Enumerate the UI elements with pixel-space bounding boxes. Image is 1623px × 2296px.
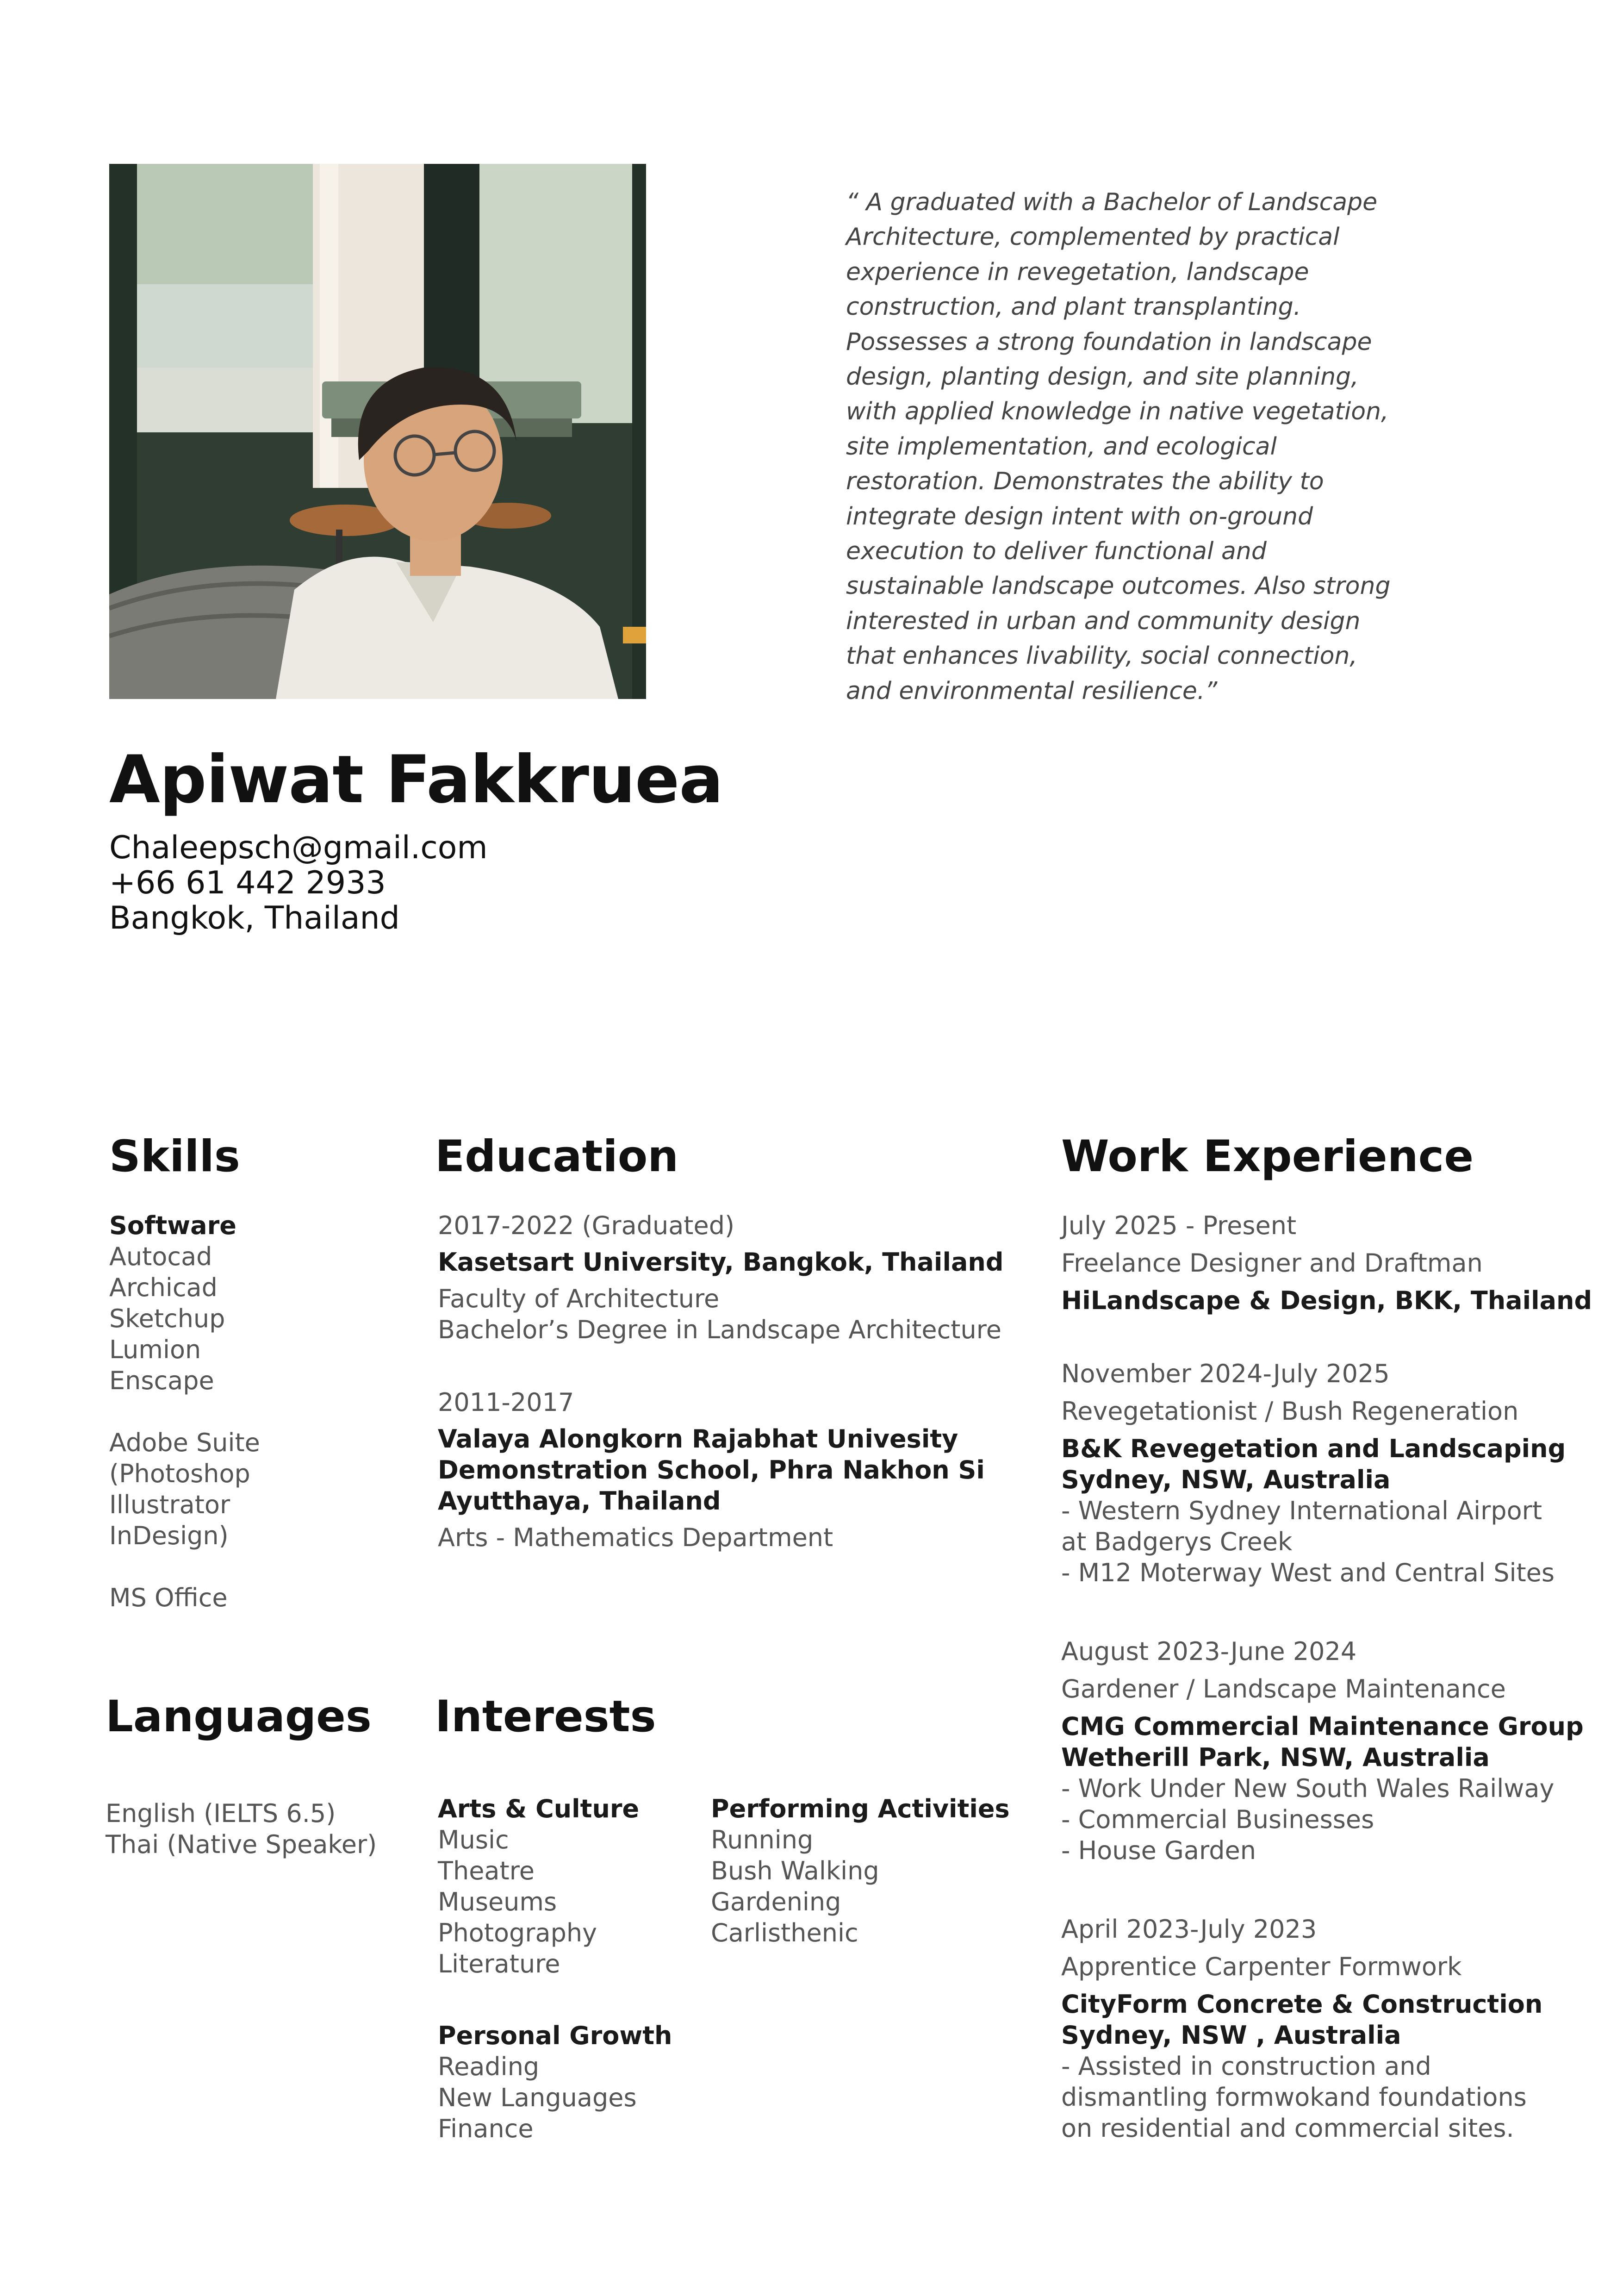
- interest-item: Bush Walking: [711, 1856, 879, 1885]
- skill-item: Lumion: [109, 1335, 201, 1364]
- interest-item: Running: [711, 1825, 814, 1854]
- portrait-photo-icon: [109, 164, 646, 699]
- education-heading: Education: [435, 1131, 679, 1182]
- education-detail: Bachelor’s Degree in Landscape Architecture: [438, 1315, 1001, 1344]
- work-heading: Work Experience: [1061, 1131, 1474, 1182]
- interest-item: Reading: [438, 2052, 540, 2081]
- languages-list: [106, 1798, 377, 1860]
- work-note: - Western Sydney International Airport: [1061, 1496, 1542, 1525]
- education-detail: Arts - Mathematics Department: [438, 1523, 833, 1552]
- skill-item: Adobe Suite: [109, 1428, 260, 1457]
- skill-item: Sketchup: [109, 1304, 225, 1333]
- profile-summary-quote: “ A graduated with a Bachelor of Landscape Architecture, complemented by practical experience in revegetation, landscape construction, and plant transplanting. Possesses a strong foundation in landscape design, planting design, and site planning, with applied knowledge in native vegetation, site implementation, and ecological restoration. Demonstrates the ability to integrate design intent with on-ground execution to deliver functional and sustainable landscape outcomes. Also strong interested in urban and community design that enhances livability, social connection, and environmental resilience.”: [846, 188, 1391, 705]
- work-role: Apprentice Carpenter Formwork: [1061, 1952, 1462, 1981]
- skills-heading: Skills: [109, 1131, 240, 1182]
- contact-info: [109, 830, 488, 936]
- interests-arts: [438, 1793, 672, 2144]
- software-heading: Software: [109, 1211, 236, 1240]
- interest-category: Personal Growth: [438, 2021, 672, 2050]
- skill-item: MS Office: [109, 1583, 228, 1612]
- education-years: 2017-2022 (Graduated): [438, 1211, 735, 1240]
- interest-item: Carlisthenic: [711, 1918, 858, 1947]
- work-note: - Commercial Businesses: [1061, 1805, 1374, 1834]
- work-dates: August 2023-June 2024: [1061, 1637, 1357, 1666]
- education-school: Ayutthaya, Thailand: [438, 1486, 721, 1516]
- work-entry: [1061, 1358, 1566, 1588]
- email-text: Chaleepsch@gmail.com: [109, 830, 488, 866]
- work-dates: July 2025 - Present: [1061, 1211, 1297, 1240]
- education-detail: Faculty of Architecture: [438, 1284, 720, 1313]
- work-dates: November 2024-July 2025: [1061, 1359, 1390, 1388]
- work-company: CityForm Concrete & Construction: [1061, 1990, 1543, 2019]
- education-school: Valaya Alongkorn Rajabhat Univesity: [438, 1424, 958, 1454]
- work-company: Sydney, NSW , Australia: [1061, 2021, 1401, 2050]
- interest-item: Literature: [438, 1949, 560, 1978]
- work-dates: April 2023-July 2023: [1061, 1915, 1317, 1944]
- language-item: English (IELTS 6.5): [106, 1799, 336, 1828]
- skills-list: [109, 1210, 260, 1613]
- work-note: - Work Under New South Wales Railway: [1061, 1774, 1555, 1803]
- education-entry: [438, 1210, 1004, 1345]
- interest-item: Museums: [438, 1887, 557, 1916]
- education-school: Demonstration School, Phra Nakhon Si: [438, 1455, 985, 1485]
- work-entry: [1061, 1914, 1542, 2144]
- work-note: on residential and commercial sites.: [1061, 2114, 1514, 2143]
- interests-heading: Interests: [435, 1691, 656, 1742]
- language-item: Thai (Native Speaker): [106, 1830, 377, 1859]
- education-school: Kasetsart University, Bangkok, Thailand: [438, 1248, 1004, 1277]
- interests-performing: [711, 1793, 1010, 1948]
- person-name: Apiwat Fakkruea: [109, 742, 723, 818]
- interest-item: Theatre: [438, 1856, 535, 1885]
- phone-text: +66 61 442 2933: [109, 865, 386, 901]
- profile-photo: [109, 164, 646, 699]
- location-text: Bangkok, Thailand: [109, 900, 400, 936]
- work-role: Revegetationist / Bush Regeneration: [1061, 1397, 1519, 1426]
- skill-item: Archicad: [109, 1273, 218, 1302]
- work-note: - M12 Moterway West and Central Sites: [1061, 1558, 1555, 1587]
- interest-category: Performing Activities: [711, 1794, 1010, 1823]
- interest-category: Arts & Culture: [438, 1794, 640, 1823]
- work-company: Wetherill Park, NSW, Australia: [1061, 1743, 1490, 1772]
- skill-item: (Photoshop: [109, 1459, 250, 1488]
- work-company: Sydney, NSW, Australia: [1061, 1465, 1391, 1494]
- education-years: 2011-2017: [438, 1388, 574, 1417]
- work-note: - Assisted in construction and: [1061, 2052, 1431, 2081]
- education-entry: [438, 1387, 985, 1553]
- skill-item: Enscape: [109, 1366, 214, 1395]
- work-note: - House Garden: [1061, 1836, 1256, 1865]
- interest-item: Finance: [438, 2114, 534, 2143]
- skill-item: Autocad: [109, 1242, 212, 1271]
- work-role: Gardener / Landscape Maintenance: [1061, 1674, 1506, 1703]
- interest-item: Music: [438, 1825, 509, 1854]
- work-entry: [1061, 1636, 1584, 1866]
- work-note: dismantling formwokand foundations: [1061, 2083, 1527, 2112]
- interest-item: New Languages: [438, 2083, 637, 2112]
- work-company: B&K Revegetation and Landscaping: [1061, 1434, 1566, 1463]
- work-role: Freelance Designer and Draftman: [1061, 1248, 1483, 1278]
- work-company: CMG Commercial Maintenance Group: [1061, 1712, 1584, 1741]
- work-company: HiLandscape & Design, BKK, Thailand: [1061, 1286, 1592, 1315]
- work-note: at Badgerys Creek: [1061, 1527, 1293, 1556]
- interest-item: Photography: [438, 1918, 597, 1947]
- languages-heading: Languages: [106, 1691, 372, 1742]
- skill-item: Illustrator: [109, 1490, 230, 1519]
- interest-item: Gardening: [711, 1887, 841, 1916]
- skill-item: InDesign): [109, 1521, 229, 1550]
- work-entry: [1061, 1210, 1592, 1316]
